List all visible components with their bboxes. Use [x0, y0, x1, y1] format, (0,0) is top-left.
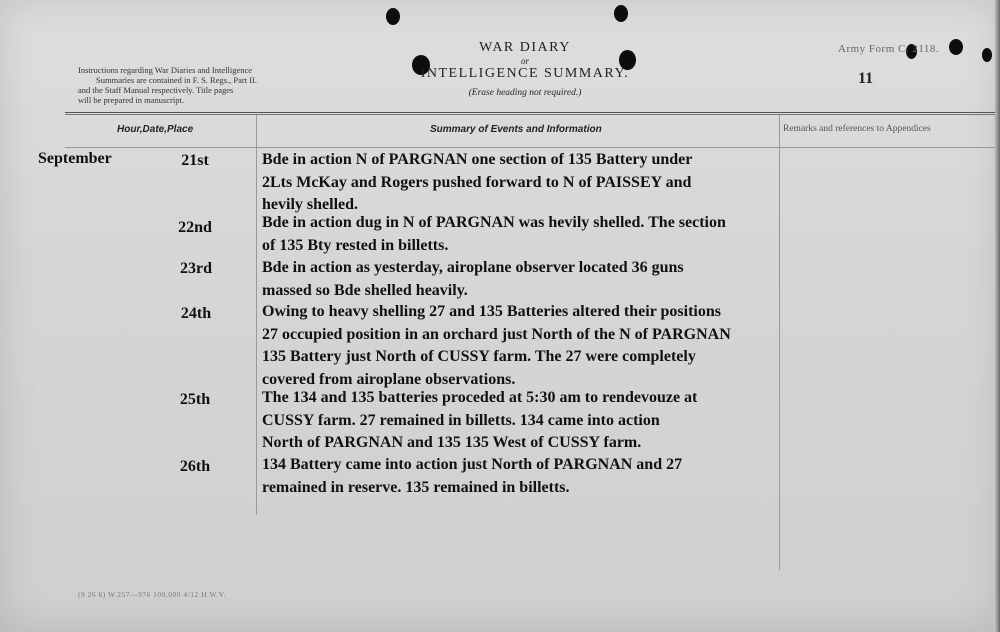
entry-line: North of PARGNAN and 135 135 West of CUSSY farm. — [262, 434, 642, 451]
title-erase-note: (Erase heading not required.) — [468, 88, 582, 98]
title-war-diary: WAR DIARY — [479, 40, 571, 55]
punch-hole — [386, 8, 400, 25]
form-title — [380, 40, 670, 98]
punch-hole — [982, 48, 992, 62]
entry-line: CUSSY farm. 27 remained in billetts. 134 came into action — [262, 411, 660, 429]
header-rule — [65, 114, 995, 115]
entry-text — [262, 301, 802, 391]
entry-line: Bde in action N of PARGNAN one section of 135 Battery under — [262, 151, 693, 168]
page-edge — [994, 0, 1000, 632]
page-number: 11 — [858, 70, 874, 87]
entry-line: Bde in action as yesterday, airoplane observer located 36 guns — [262, 259, 684, 276]
instructions-note — [78, 65, 318, 105]
entry-day: 26th — [179, 458, 211, 475]
entry-day: 23rd — [180, 260, 212, 277]
entry-day: 25th — [179, 391, 211, 408]
column-header-hour-date-place: Hour,Date,Place — [117, 124, 194, 135]
entry-text — [262, 149, 802, 217]
instructions-line: Summaries are contained in F. S. Regs., Part II. — [96, 75, 258, 85]
instructions-line: will be prepared in manuscript. — [78, 95, 184, 105]
print-code-footer: (9 26 6) W.257—976 100,000 4/12 H.W.V. — [78, 590, 226, 599]
punch-hole — [614, 5, 628, 22]
instructions-line: and the Staff Manual respectively. Title pages — [78, 85, 234, 95]
entry-line: 27 occupied position in an orchard just North of the N of PARGNAN — [262, 325, 731, 343]
entry-line: Owing to heavy shelling 27 and 135 Batteries altered their positions — [262, 303, 721, 320]
entry-line: 134 Battery came into action just North of PARGNAN and 27 — [262, 456, 683, 473]
entry-text — [262, 387, 802, 455]
entry-line: remained in reserve. 135 remained in billetts. — [262, 478, 570, 496]
title-intelligence-summary: INTELLIGENCE SUMMARY. — [420, 66, 630, 81]
instructions-line: Instructions regarding War Diaries and Intelligence — [78, 65, 253, 75]
entry-line: covered from airoplane observations. — [262, 370, 516, 388]
entry-line: 135 Battery just North of CUSSY farm. The 27 were completely — [262, 348, 696, 365]
column-header-summary: Summary of Events and Information — [430, 124, 602, 135]
month-label: September — [38, 150, 112, 167]
entry-line: 2Lts McKay and Rogers pushed forward to N of PAISSEY and — [262, 173, 692, 191]
entry-text — [262, 257, 802, 302]
entry-text — [262, 454, 802, 499]
punch-hole — [949, 39, 963, 55]
entry-text — [262, 212, 802, 257]
header-rule — [65, 112, 995, 113]
title-or: or — [520, 56, 529, 66]
entry-day: 21st — [181, 152, 209, 169]
entry-day: 22nd — [178, 219, 212, 236]
entry-line: massed so Bde shelled heavily. — [262, 281, 468, 299]
entry-line: Bde in action dug in N of PARGNAN was hevily shelled. The section — [262, 214, 726, 231]
column-header-rule — [65, 147, 995, 148]
entry-day: 24th — [180, 305, 212, 322]
column-header-remarks: Remarks and references to Appendices — [783, 124, 931, 134]
column-divider — [256, 115, 257, 515]
entry-line: of 135 Bty rested in billetts. — [262, 236, 449, 254]
army-form-number: Army Form C. 2118. — [838, 43, 940, 55]
entry-line: The 134 and 135 batteries proceded at 5:30 am to rendevouze at — [262, 389, 698, 406]
entry-line: hevily shelled. — [262, 196, 359, 213]
